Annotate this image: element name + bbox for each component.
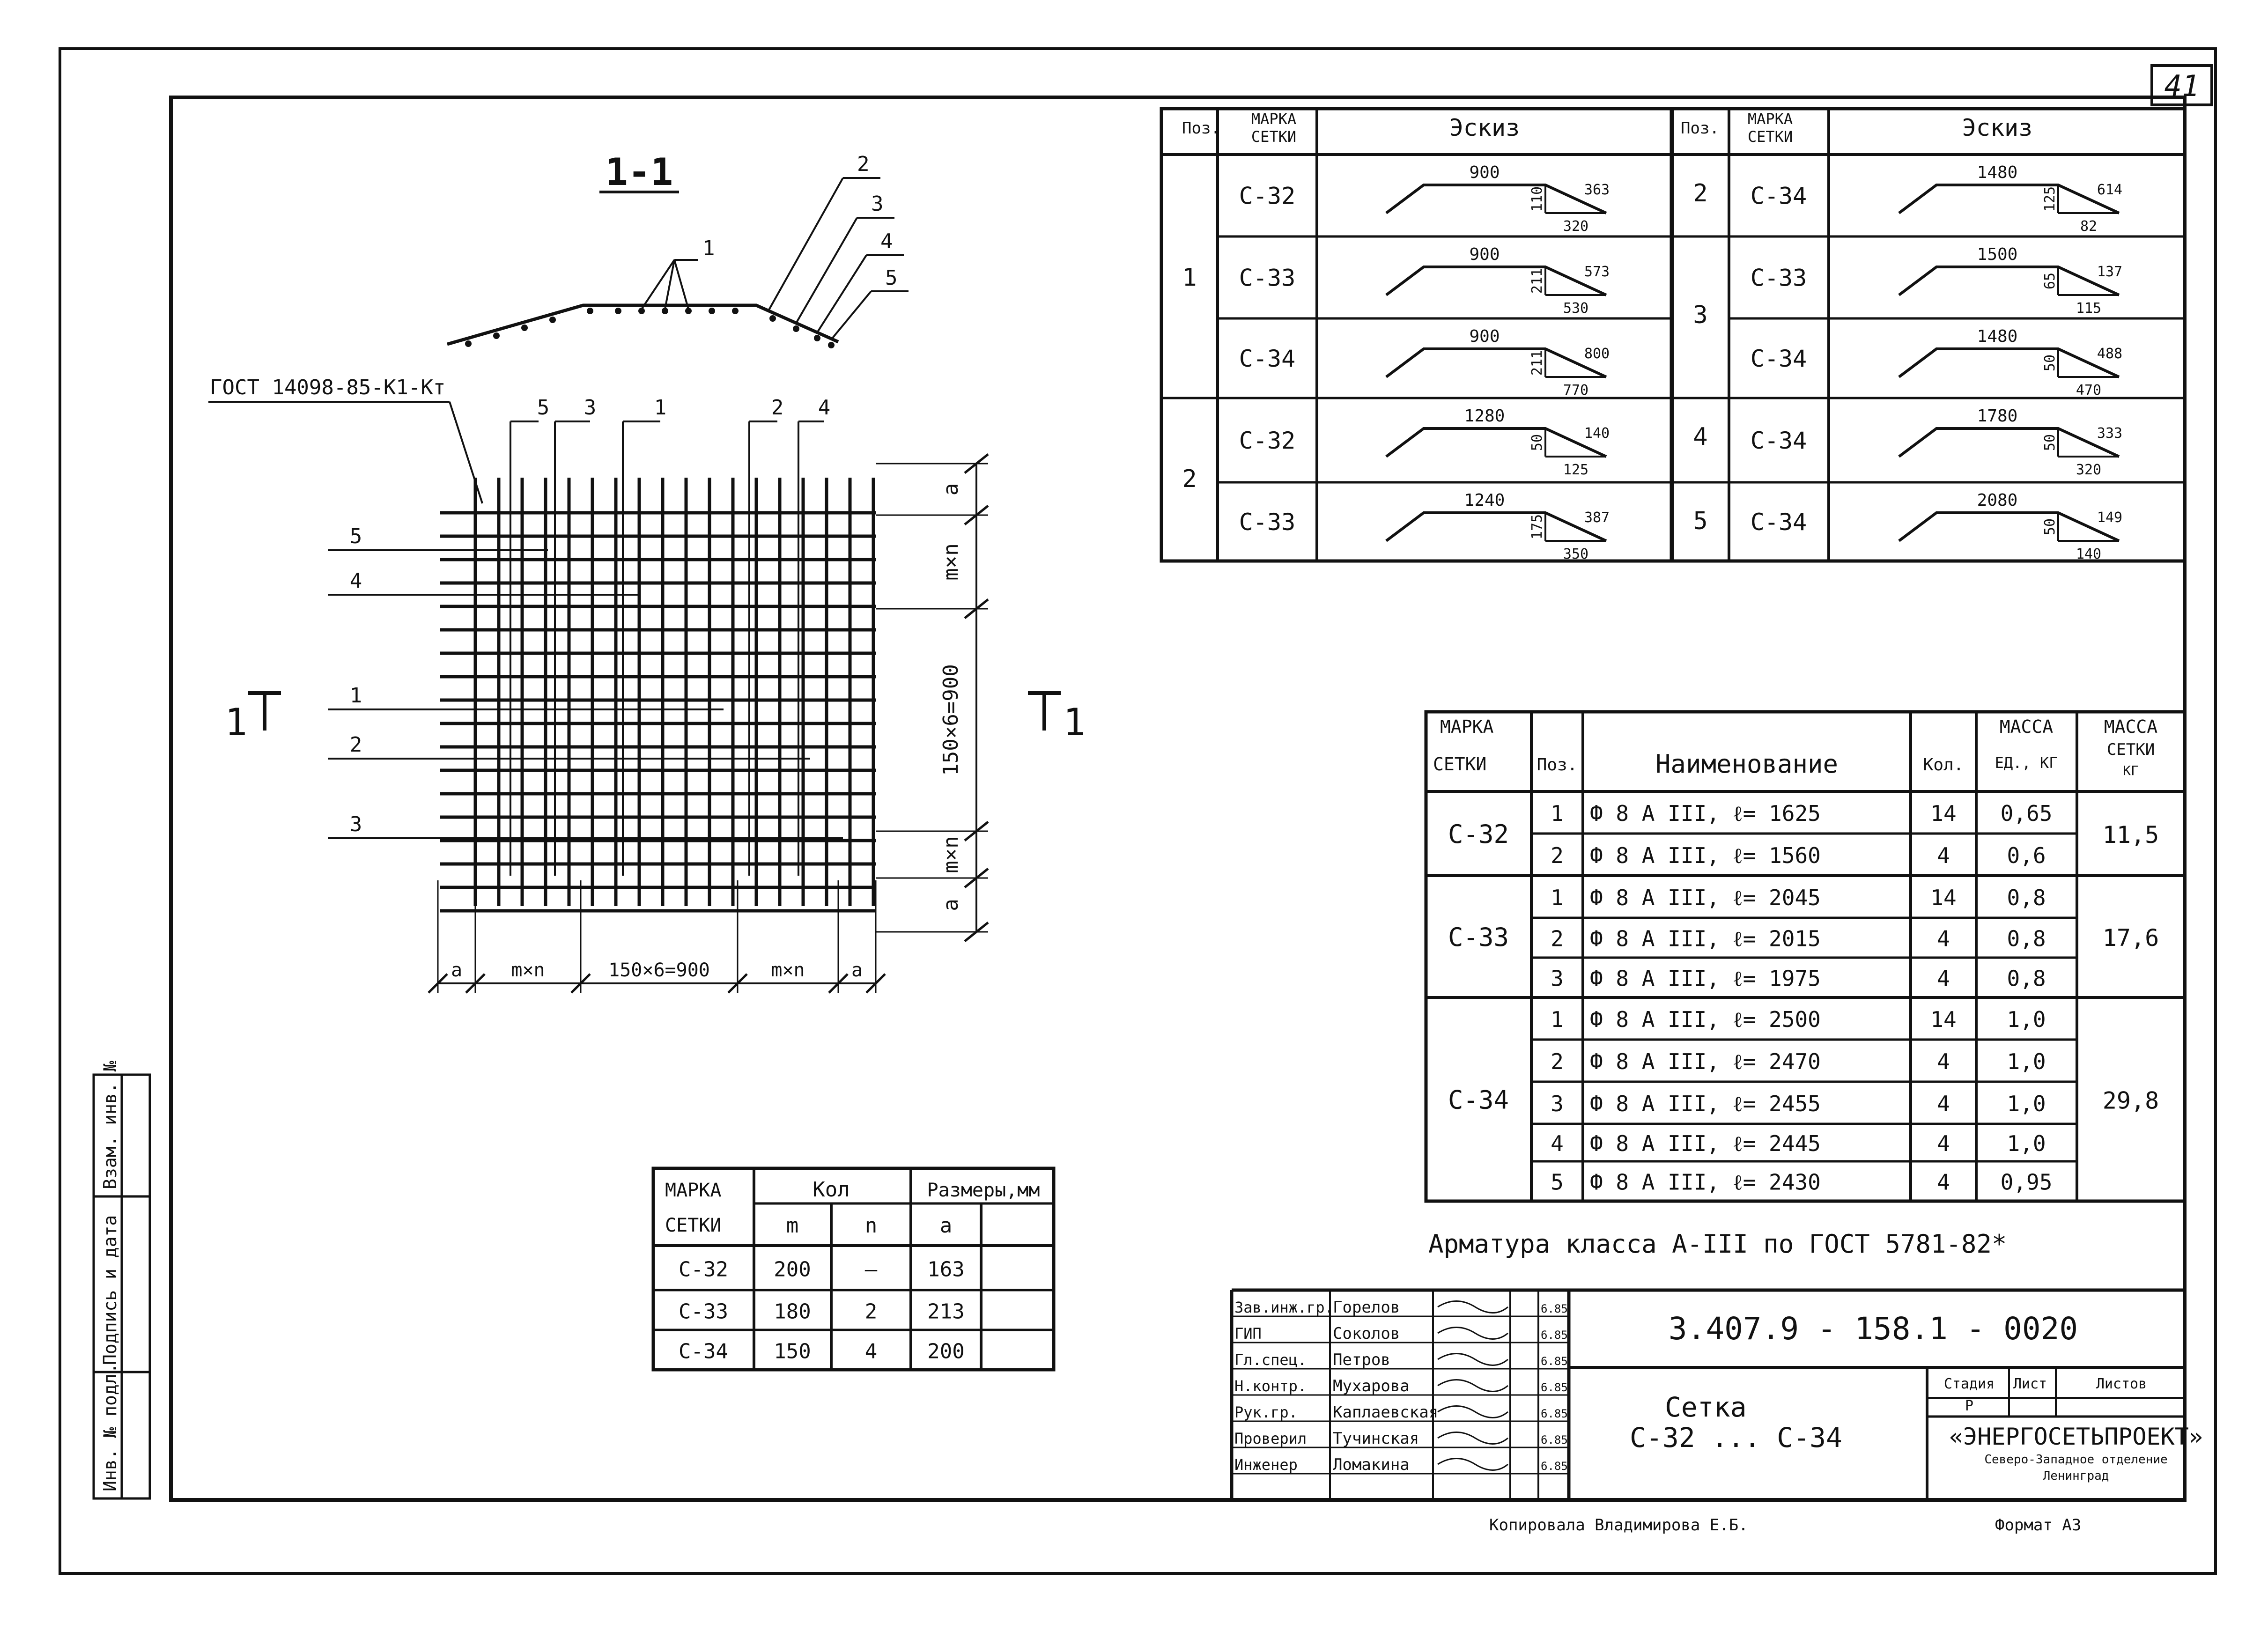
bar-shape	[1386, 267, 1606, 295]
spec-mass: 1,0	[2007, 1091, 2046, 1116]
size-header-n: n	[864, 1214, 878, 1238]
spec-name: Ф 8 А III, ℓ= 2445	[1590, 1131, 1821, 1156]
rebar-dot	[465, 340, 472, 347]
bar-length: 1480	[1977, 327, 2018, 346]
bar-height: 50	[2042, 354, 2058, 372]
bar-length: 900	[1469, 327, 1500, 346]
section-view	[447, 150, 909, 348]
section-leader-2: 2	[857, 152, 870, 176]
bar-height: 175	[1529, 514, 1545, 540]
left-position-label: 4	[349, 569, 362, 593]
bar-shape	[1386, 428, 1606, 457]
spec-pos: 4	[1551, 1131, 1564, 1156]
rebar-dot	[549, 317, 556, 323]
bar-slope: 488	[2097, 346, 2123, 362]
side-stamp	[94, 1061, 150, 1498]
top-position-label: 5	[537, 396, 550, 420]
sketch-pos-right: 2	[1693, 179, 1708, 207]
bar-run: 770	[1563, 382, 1589, 399]
bar-height: 110	[1529, 186, 1545, 212]
signature-mark	[1438, 1301, 1508, 1313]
sketch-header-mark-left: МАРКА СЕТКИ	[1251, 110, 1297, 146]
spec-name: Ф 8 А III, ℓ= 2045	[1590, 885, 1821, 910]
section-leader-3: 3	[871, 192, 884, 216]
signer-date: 6.85	[1541, 1302, 1568, 1315]
section-leader-1: 1	[702, 236, 715, 260]
mesh-plan	[208, 376, 1086, 993]
spec-mass: 0,8	[2007, 885, 2046, 910]
bar-shape	[1899, 185, 2119, 213]
spec-qty: 4	[1937, 1169, 1950, 1195]
sketch-mark: С-34	[1750, 345, 1807, 372]
spec-total: 29,8	[2102, 1087, 2159, 1114]
cut-mark-right: 1	[1063, 701, 1086, 744]
signer-name: Петров	[1333, 1351, 1390, 1369]
spec-header-mark: МАРКА	[1440, 716, 1494, 737]
rebar-dot	[521, 325, 528, 331]
size-a: 213	[927, 1299, 965, 1324]
left-position-label: 5	[349, 524, 362, 548]
bar-shape	[1899, 349, 2119, 377]
sketch-pos-left: 2	[1182, 465, 1197, 493]
spec-qty: 14	[1930, 801, 1957, 826]
bar-length: 900	[1469, 245, 1500, 264]
dim-right-label: a	[939, 483, 963, 496]
dim-right-label: m×n	[939, 543, 963, 581]
signer-name: Ломакина	[1333, 1455, 1410, 1474]
sketch-mark: С-32	[1239, 427, 1296, 454]
bar-slope: 333	[2097, 425, 2123, 442]
size-m: 150	[774, 1339, 811, 1364]
signature-mark	[1438, 1406, 1508, 1418]
bar-run: 125	[1563, 462, 1589, 478]
doc-code: 3.407.9 - 158.1 - 0020	[1668, 1311, 2078, 1347]
top-position-label: 2	[771, 396, 784, 420]
signer-date: 6.85	[1541, 1433, 1568, 1446]
sketch-mark: С-32	[1239, 182, 1296, 210]
signer-role: Рук.гр.	[1234, 1403, 1298, 1421]
bar-run: 530	[1563, 300, 1589, 317]
signer-date: 6.85	[1541, 1355, 1568, 1368]
dim-bottom-label: a	[451, 959, 463, 981]
size-table	[653, 1168, 1054, 1370]
spec-name: Ф 8 А III, ℓ= 2500	[1590, 1007, 1821, 1032]
sketch-table	[1161, 109, 2185, 562]
bar-run: 470	[2076, 382, 2102, 399]
bar-height: 50	[1529, 434, 1545, 451]
spec-qty: 14	[1930, 1007, 1957, 1032]
rebar-dot	[828, 342, 835, 348]
signer-name: Соколов	[1333, 1324, 1400, 1343]
dim-right-label: 150×6=900	[939, 664, 963, 776]
rebar-dot	[769, 315, 776, 322]
spec-qty: 4	[1937, 1049, 1950, 1074]
bar-run: 350	[1563, 546, 1589, 562]
sketch-mark: С-33	[1239, 509, 1296, 536]
format-label: Формат А3	[1995, 1516, 2082, 1535]
size-header-m: m	[786, 1214, 799, 1238]
sketch-pos-right: 5	[1693, 507, 1708, 535]
size-header-mark: СЕТКИ	[665, 1215, 722, 1236]
org-sub-2: Ленинград	[2043, 1469, 2109, 1483]
spec-pos: 3	[1551, 1091, 1564, 1116]
signer-date: 6.85	[1541, 1460, 1568, 1473]
bar-height: 65	[2042, 272, 2058, 290]
bar-shape	[1899, 513, 2119, 541]
signature-mark	[1438, 1328, 1508, 1339]
spec-header-pos: Поз.	[1537, 755, 1578, 775]
size-mark: С-34	[679, 1339, 728, 1364]
signer-date: 6.85	[1541, 1328, 1568, 1342]
stage-header: Стадия	[1943, 1376, 1995, 1392]
spec-pos: 2	[1551, 1049, 1564, 1074]
section-leader-4: 4	[880, 229, 893, 253]
sketch-mark: С-34	[1750, 509, 1807, 536]
size-a: 200	[927, 1339, 965, 1364]
bar-run: 320	[1563, 218, 1589, 235]
left-position-label: 3	[349, 812, 362, 836]
bar-shape	[1386, 349, 1606, 377]
left-position-label: 1	[349, 684, 362, 708]
bar-slope: 149	[2097, 509, 2123, 526]
spec-pos: 5	[1551, 1169, 1564, 1195]
bar-shape	[1386, 185, 1606, 213]
bar-slope: 800	[1584, 346, 1610, 362]
signer-name: Мухарова	[1333, 1377, 1410, 1395]
spec-header-total: КГ	[2123, 763, 2139, 778]
bar-slope: 614	[2097, 182, 2123, 198]
spec-qty: 4	[1937, 966, 1950, 991]
bar-slope: 137	[2097, 264, 2123, 280]
signature-mark	[1438, 1432, 1508, 1444]
bar-shape	[1386, 513, 1606, 541]
spec-name: Ф 8 А III, ℓ= 1975	[1590, 966, 1821, 991]
bar-slope: 387	[1584, 509, 1610, 526]
section-title: 1-1	[605, 150, 673, 194]
spec-pos: 1	[1551, 1007, 1564, 1032]
sheet-header: Лист	[2013, 1376, 2047, 1392]
size-mark: С-33	[679, 1299, 728, 1324]
spec-mass: 1,0	[2007, 1049, 2046, 1074]
spec-pos: 1	[1551, 885, 1564, 910]
bar-run: 115	[2076, 300, 2102, 317]
signer-role: Гл.спец.	[1234, 1351, 1307, 1369]
sketch-mark: С-34	[1750, 182, 1807, 210]
spec-note: Арматура класса А-III по ГОСТ 5781-82*	[1428, 1229, 2007, 1259]
spec-table	[1426, 712, 2185, 1259]
spec-qty: 14	[1930, 885, 1957, 910]
spec-mass: 1,0	[2007, 1131, 2046, 1156]
copied-by: Копировала Владимирова Е.Б.	[1489, 1516, 1748, 1535]
section-leader-5: 5	[885, 266, 898, 290]
rebar-dot	[709, 308, 715, 314]
signer-role: Зав.инж.гр.	[1234, 1299, 1334, 1316]
signer-name: Тучинская	[1333, 1429, 1419, 1448]
sketch-header-mark-right: МАРКА СЕТКИ	[1747, 110, 1793, 146]
bar-height: 50	[2042, 518, 2058, 536]
size-m: 200	[774, 1257, 811, 1282]
dim-right-label: m×n	[939, 836, 963, 873]
sheets-header: Листов	[2096, 1376, 2147, 1392]
bar-length: 1780	[1977, 406, 2018, 426]
gost-label: ГОСТ 14098-85-К1-Кт	[210, 376, 446, 399]
spec-mark: С-33	[1448, 923, 1509, 952]
size-n: —	[864, 1257, 878, 1282]
size-m: 180	[774, 1299, 811, 1324]
spec-pos: 2	[1551, 926, 1564, 952]
stage-value: Р	[1965, 1398, 1974, 1414]
bar-run: 82	[2080, 218, 2098, 235]
spec-mark: С-32	[1448, 819, 1509, 849]
spec-mass: 1,0	[2007, 1007, 2046, 1032]
dim-bottom-label: 150×6=900	[608, 959, 710, 981]
left-position-label: 2	[349, 733, 362, 757]
sketch-mark: С-33	[1239, 264, 1296, 292]
spec-name: Ф 8 А III, ℓ= 1625	[1590, 801, 1821, 826]
signer-name: Горелов	[1333, 1298, 1400, 1317]
sketch-pos-left: 1	[1182, 264, 1197, 292]
spec-name: Ф 8 А III, ℓ= 2430	[1590, 1169, 1821, 1195]
spec-header-mark: СЕТКИ	[1433, 754, 1487, 775]
rebar-dot	[587, 308, 593, 314]
rebar-dot	[493, 332, 500, 339]
sketch-mark: С-33	[1750, 264, 1807, 292]
rebar-dot	[814, 335, 820, 341]
side-label-sign: Подпись и дата	[100, 1215, 120, 1365]
bar-length: 900	[1469, 163, 1500, 182]
sketch-mark: С-34	[1239, 345, 1296, 372]
spec-mass: 0,8	[2007, 926, 2046, 952]
dim-right-label: a	[939, 899, 963, 911]
rebar-dot	[732, 308, 739, 314]
top-position-label: 3	[584, 396, 597, 420]
size-a: 163	[927, 1257, 965, 1282]
bar-slope: 573	[1584, 264, 1610, 280]
spec-pos: 1	[1551, 801, 1564, 826]
top-position-label: 1	[654, 396, 667, 420]
bar-shape	[1899, 267, 2119, 295]
spec-header-qty: Кол.	[1923, 755, 1964, 775]
org-name: «ЭНЕРГОСЕТЬПРОЕКТ»	[1949, 1423, 2203, 1450]
size-header-a: a	[939, 1214, 953, 1238]
dim-bottom-label: m×n	[771, 959, 805, 981]
size-header-mark: МАРКА	[665, 1180, 722, 1201]
bar-length: 1500	[1977, 245, 2018, 264]
spec-pos: 3	[1551, 966, 1564, 991]
spec-name: Ф 8 А III, ℓ= 2470	[1590, 1049, 1821, 1074]
dim-bottom-label: m×n	[511, 959, 545, 981]
size-n: 2	[864, 1299, 878, 1324]
spec-name: Ф 8 А III, ℓ= 2455	[1590, 1091, 1821, 1116]
sketch-pos-right: 3	[1693, 301, 1708, 329]
spec-name: Ф 8 А III, ℓ= 2015	[1590, 926, 1821, 952]
sketch-header-sketch-left: Эскиз	[1449, 114, 1520, 141]
signer-date: 6.85	[1541, 1381, 1568, 1394]
spec-header-total: СЕТКИ	[2106, 740, 2155, 759]
sheet-number: 41	[2164, 69, 2200, 103]
bar-length: 2080	[1977, 491, 2018, 510]
side-label-inv: Инв. № подл.	[100, 1363, 120, 1491]
dim-bottom-label: a	[851, 959, 863, 981]
bar-length: 1240	[1464, 491, 1505, 510]
spec-header-name: Наименование	[1655, 749, 1839, 779]
spec-mass: 0,95	[2000, 1169, 2053, 1195]
bar-height: 211	[1529, 268, 1545, 294]
signer-name: Каплаевская	[1333, 1403, 1439, 1422]
cut-mark-left: 1	[225, 701, 248, 744]
spec-total: 11,5	[2102, 821, 2159, 849]
size-header-qty: Кол	[813, 1178, 850, 1202]
rebar-dot	[615, 308, 621, 314]
rebar-dot	[793, 325, 799, 332]
spec-header-mass: ЕД., КГ	[1995, 754, 2058, 772]
bar-slope: 140	[1584, 425, 1610, 442]
signer-role: ГИП	[1234, 1325, 1262, 1343]
spec-mass: 0,6	[2007, 843, 2046, 868]
doc-name-line1: Сетка	[1665, 1391, 1747, 1423]
signer-date: 6.85	[1541, 1407, 1568, 1420]
signature-mark	[1438, 1354, 1508, 1365]
sketch-mark: С-34	[1750, 427, 1807, 454]
bar-height: 125	[2042, 186, 2058, 212]
bar-length: 1480	[1977, 163, 2018, 182]
spec-qty: 4	[1937, 926, 1950, 952]
spec-name: Ф 8 А III, ℓ= 1560	[1590, 843, 1821, 868]
spec-qty: 4	[1937, 1091, 1950, 1116]
spec-mass: 0,65	[2000, 801, 2053, 826]
signature-mark	[1438, 1380, 1508, 1392]
side-label-replace: Взам. инв. №	[100, 1061, 120, 1189]
bar-length: 1280	[1464, 406, 1505, 426]
spec-header-mass: МАССА	[1999, 716, 2054, 737]
signer-role: Инженер	[1234, 1456, 1298, 1474]
sketch-pos-right: 4	[1693, 423, 1708, 451]
spec-header-total: МАССА	[2104, 716, 2158, 737]
sketch-header-pos-left: Поз.	[1182, 119, 1220, 138]
title-block	[1232, 1290, 2203, 1535]
bar-height: 50	[2042, 434, 2058, 451]
signer-role: Проверил	[1234, 1430, 1307, 1447]
spec-total: 17,6	[2102, 924, 2159, 952]
signer-role: Н.контр.	[1234, 1377, 1307, 1395]
bar-height: 211	[1529, 350, 1545, 376]
bar-shape	[1899, 428, 2119, 457]
size-header-sizes: Размеры,мм	[927, 1180, 1040, 1201]
sketch-header-pos-right: Поз.	[1681, 119, 1719, 138]
org-sub-1: Северо-Западное отделение	[1984, 1453, 2168, 1467]
spec-qty: 4	[1937, 1131, 1950, 1156]
spec-pos: 2	[1551, 843, 1564, 868]
bar-run: 320	[2076, 462, 2102, 478]
signature-mark	[1438, 1459, 1508, 1470]
size-n: 4	[864, 1339, 878, 1364]
doc-name-line2: С-32 ... С-34	[1630, 1422, 1842, 1454]
bar-slope: 363	[1584, 182, 1610, 198]
spec-mark: С-34	[1448, 1085, 1509, 1115]
size-mark: С-32	[679, 1257, 728, 1282]
top-position-label: 4	[818, 396, 831, 420]
bar-run: 140	[2076, 546, 2102, 562]
spec-qty: 4	[1937, 843, 1950, 868]
sketch-header-sketch-right: Эскиз	[1962, 114, 2033, 141]
spec-mass: 0,8	[2007, 966, 2046, 991]
